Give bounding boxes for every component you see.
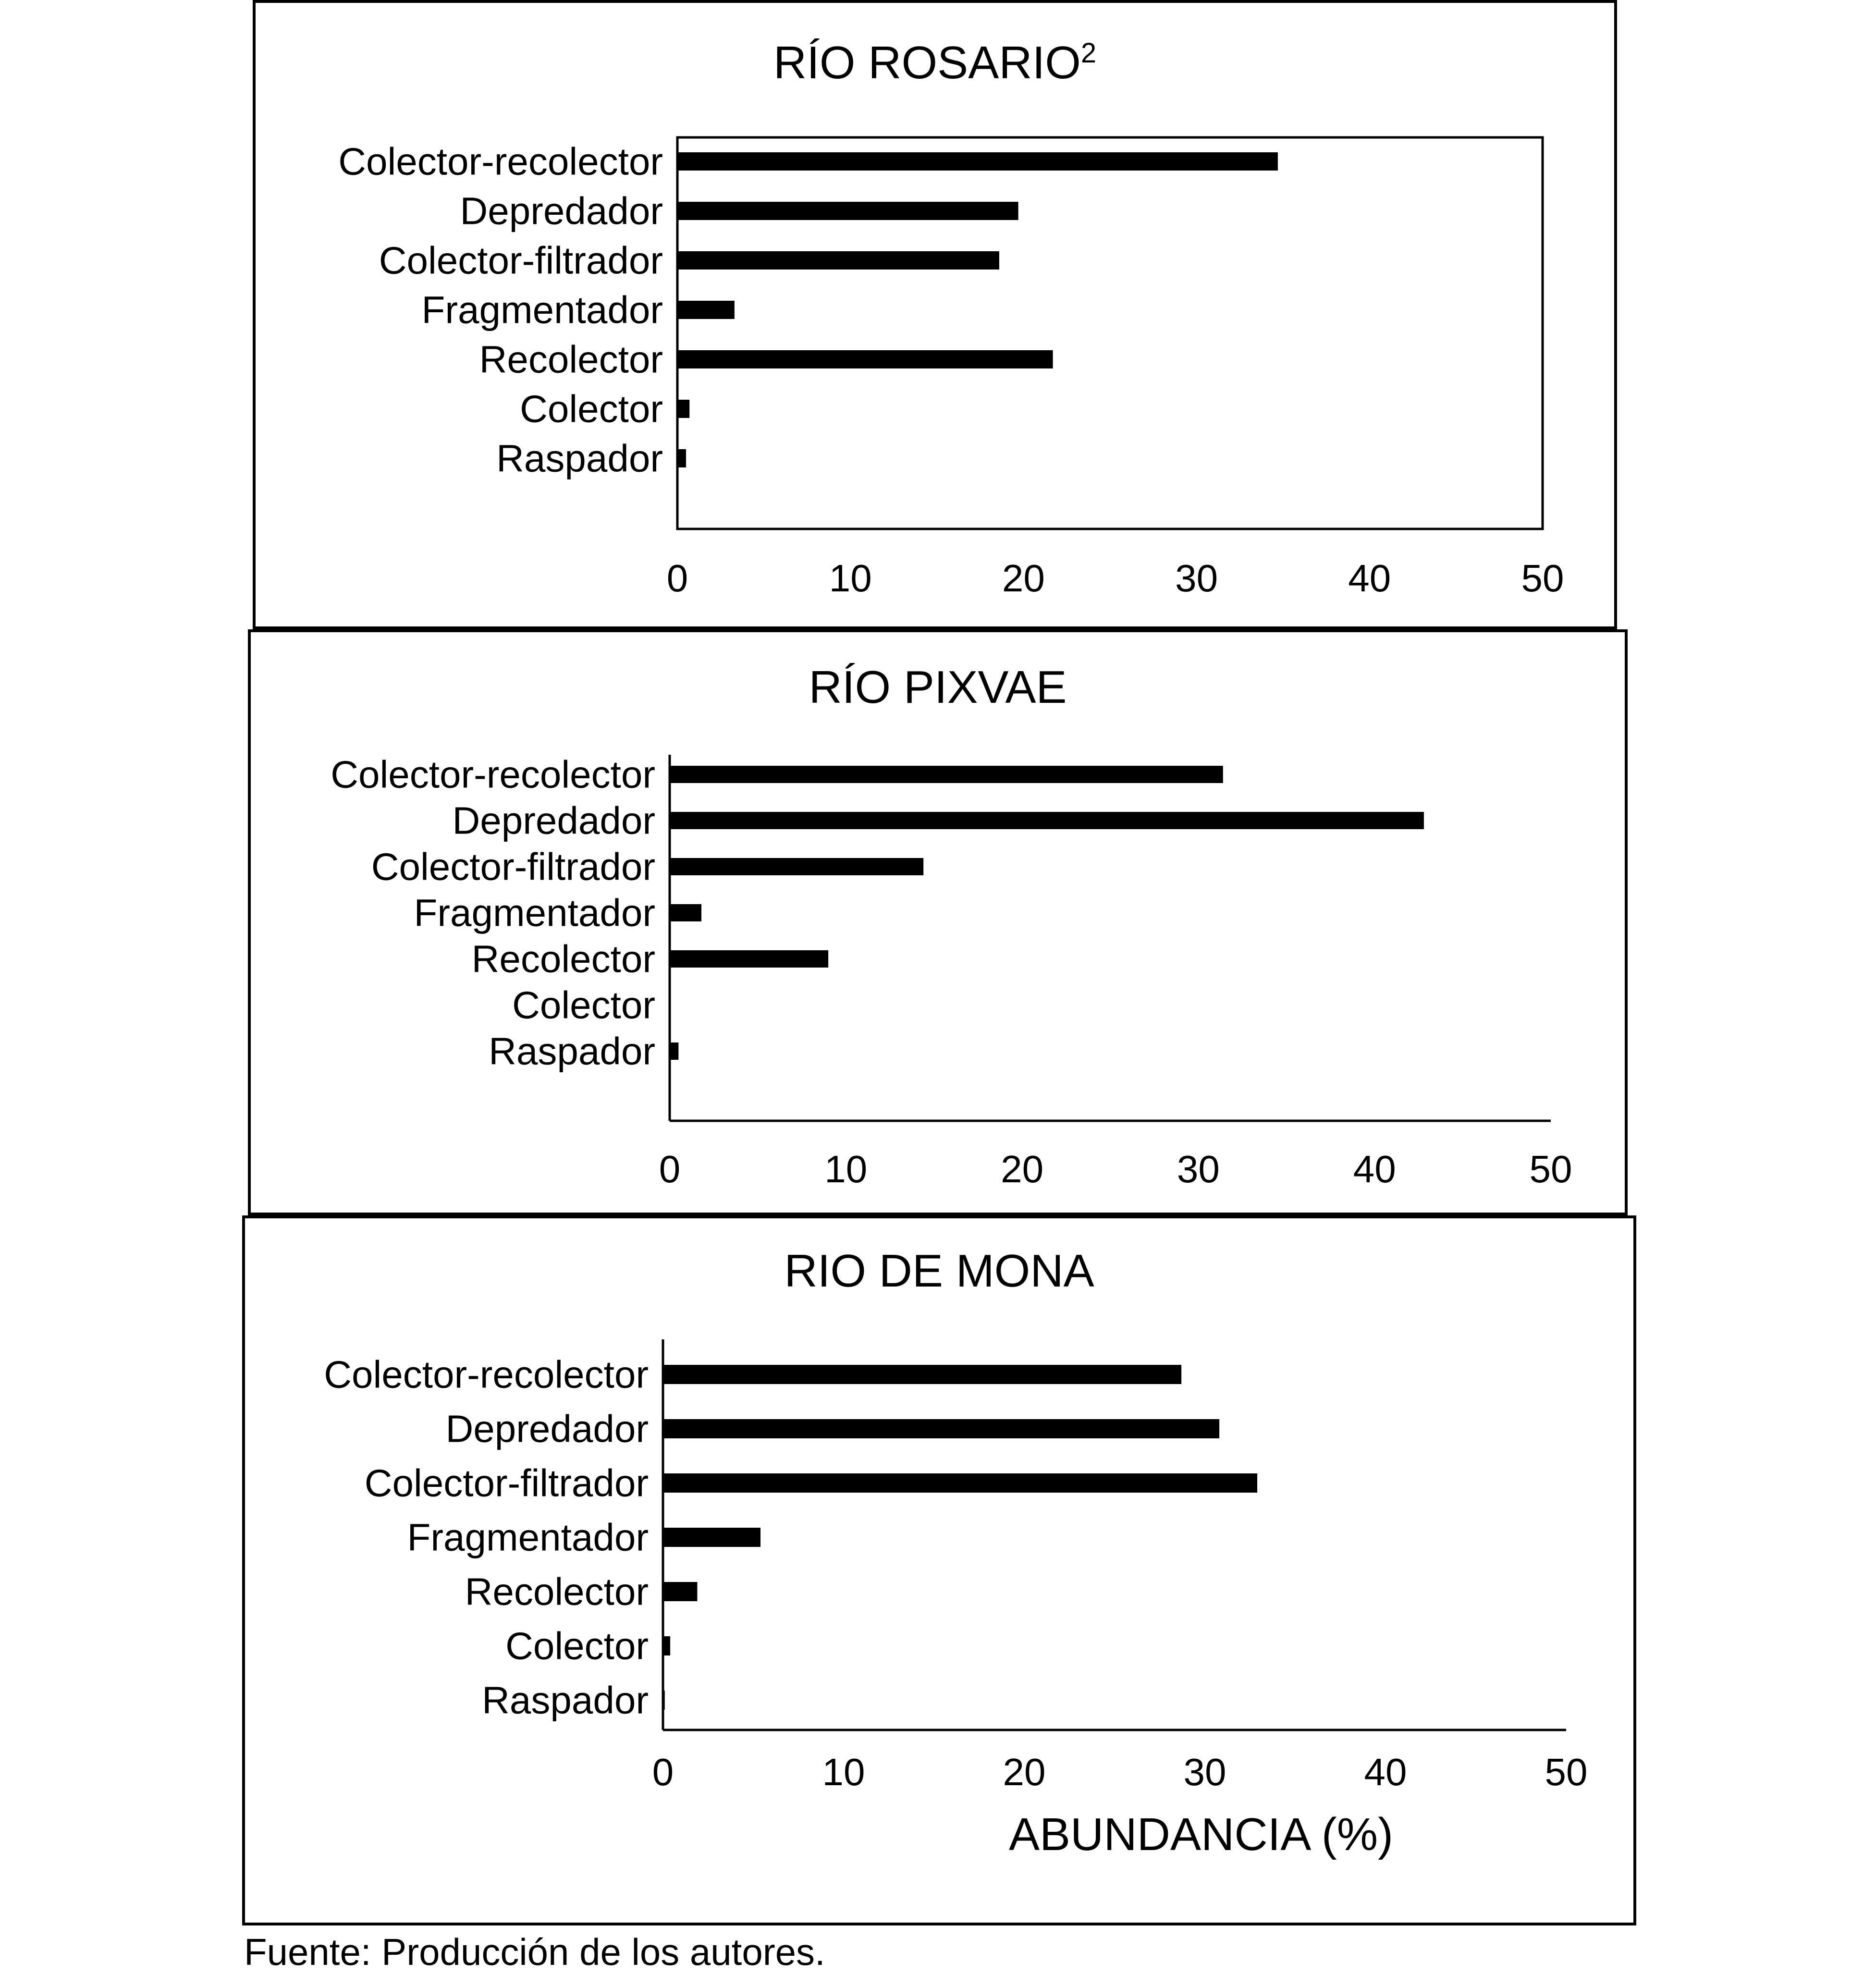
category-label: Colector-filtrador [371, 845, 655, 888]
bar-chart-rosario [256, 3, 1614, 626]
x-tick-label: 50 [1545, 1751, 1588, 1793]
bar-depredador [677, 202, 1018, 220]
bar-raspador [663, 1691, 665, 1710]
bar-colector [663, 1636, 670, 1655]
bar-fragmentador [663, 1528, 760, 1547]
x-tick-label: 0 [666, 557, 688, 600]
category-label: Depredador [452, 799, 655, 842]
bar-recolector [663, 1582, 697, 1601]
x-tick-label: 10 [824, 1148, 868, 1190]
category-label: Colector [512, 983, 655, 1027]
chart-panel-mona [242, 1215, 1636, 1925]
chart-panel-rosario [253, 0, 1617, 629]
category-label: Colector [505, 1624, 649, 1667]
x-tick-label: 10 [829, 557, 872, 600]
x-tick-label: 20 [1003, 1751, 1046, 1793]
bar-raspador [677, 449, 686, 467]
bar-colector-recolector [670, 766, 1223, 783]
x-tick-label: 30 [1175, 557, 1218, 600]
x-tick-label: 40 [1364, 1751, 1407, 1793]
title-superscript: 2 [1080, 37, 1097, 69]
category-label: Colector-recolector [324, 1353, 649, 1396]
category-label: Colector-filtrador [379, 239, 663, 282]
x-tick-label: 10 [822, 1751, 865, 1793]
x-tick-label: 40 [1348, 557, 1391, 600]
category-label: Depredador [445, 1407, 649, 1450]
bar-colector-filtrador [677, 251, 999, 270]
bar-colector-filtrador [670, 858, 923, 875]
bar-recolector [670, 950, 828, 968]
chart-title: RÍO ROSARIO$^2$ [773, 37, 1097, 88]
category-label: Recolector [479, 338, 663, 381]
bar-fragmentador [677, 301, 735, 319]
bar-colector-recolector [677, 152, 1278, 171]
x-axis-label: ABUNDANCIA (%) [1008, 1809, 1394, 1860]
bar-colector-filtrador [663, 1473, 1257, 1493]
category-label: Colector [520, 387, 663, 430]
chart-title: RÍO PIXVAE [809, 662, 1067, 713]
bar-fragmentador [670, 904, 701, 921]
chart-panel-pixvae [248, 629, 1628, 1215]
source-note: Fuente: Producción de los autores. [244, 1931, 825, 1973]
x-tick-label: 20 [1001, 1148, 1044, 1190]
category-label: Colector-recolector [338, 140, 663, 183]
category-label: Fragmentador [421, 288, 663, 331]
x-tick-label: 0 [659, 1148, 681, 1190]
x-tick-label: 0 [652, 1751, 674, 1793]
bar-colector-recolector [663, 1365, 1181, 1384]
category-label: Depredador [460, 189, 663, 233]
bar-chart-mona [245, 1218, 1633, 1923]
bar-depredador [670, 812, 1424, 829]
bar-recolector [677, 350, 1053, 368]
category-label: Fragmentador [414, 891, 655, 934]
x-tick-label: 50 [1521, 557, 1564, 600]
chart-title: RIO DE MONA [784, 1245, 1094, 1297]
bar-chart-pixvae [251, 632, 1625, 1213]
x-tick-label: 20 [1002, 557, 1045, 600]
bar-depredador [663, 1419, 1219, 1438]
category-label: Raspador [489, 1030, 655, 1073]
plot-frame [677, 137, 1543, 529]
bar-raspador [670, 1042, 678, 1060]
x-tick-label: 30 [1177, 1148, 1220, 1190]
category-label: Raspador [496, 437, 663, 480]
x-tick-label: 30 [1183, 1751, 1226, 1793]
category-label: Colector-filtrador [364, 1461, 649, 1505]
bar-colector [677, 400, 689, 418]
category-label: Recolector [471, 937, 655, 981]
x-tick-label: 50 [1529, 1148, 1572, 1190]
category-label: Raspador [482, 1679, 649, 1722]
category-label: Recolector [465, 1570, 649, 1613]
x-tick-label: 40 [1353, 1148, 1396, 1190]
category-label: Colector-recolector [331, 753, 655, 796]
category-label: Fragmentador [407, 1516, 649, 1559]
